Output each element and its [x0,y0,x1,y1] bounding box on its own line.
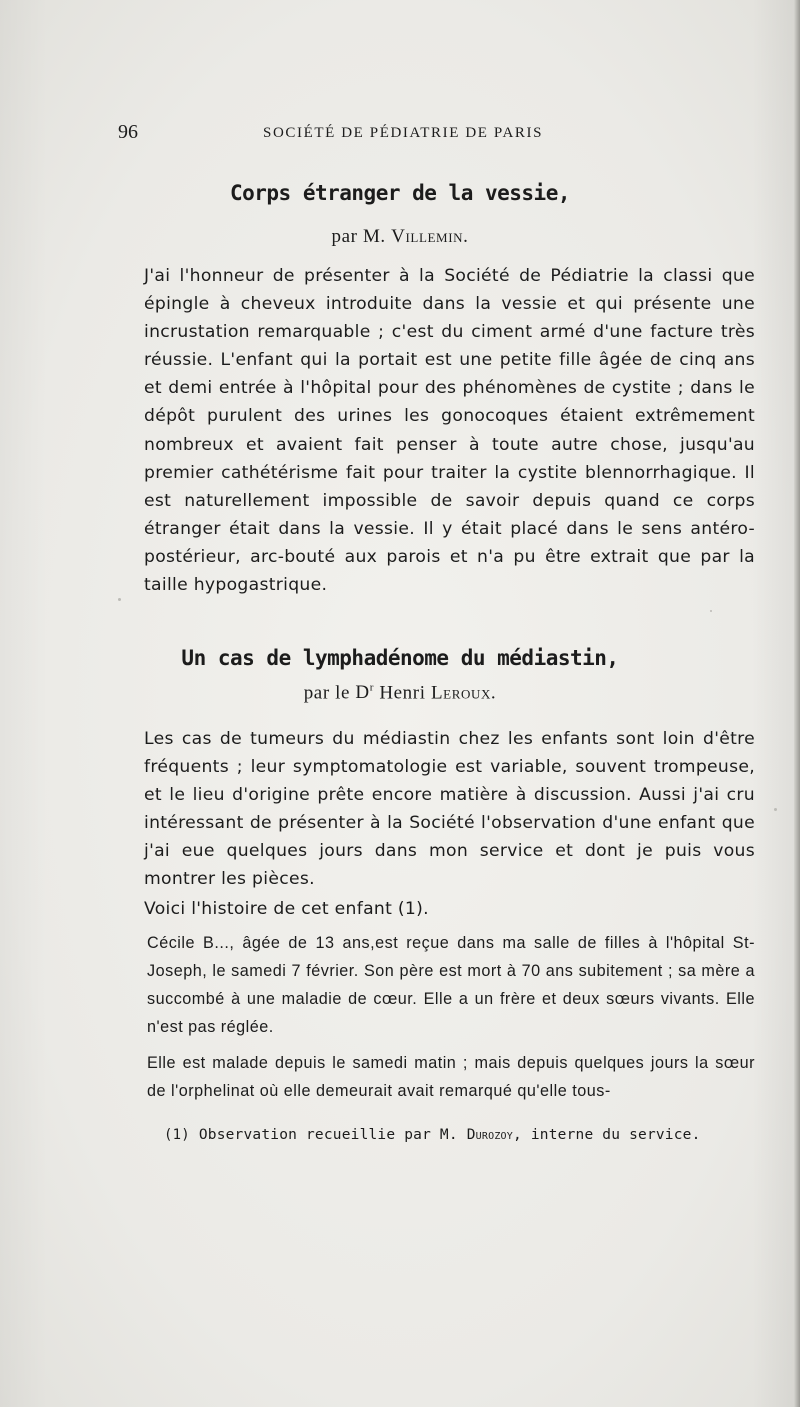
article2-first-name: Henri [379,682,426,704]
article2-title: Un cas de lymphadénome du médiastin, [181,646,619,670]
paper-speck [710,610,712,612]
article2-paragraph-2: Voici l'histoire de cet enfant (1). [144,899,429,919]
footnote-marker: (1) [164,1127,190,1143]
observation-paragraph-2: Elle est malade depuis le samedi matin ; mais depuis quelques jours la sœur de l'orphelinat où elle demeurait avait remarqué qu'elle tous- [147,1054,755,1100]
article2-author: Leroux. [430,682,497,704]
footnote-tail: interne du service. [530,1127,701,1143]
footnote-name: Durozoy, [466,1127,522,1143]
observation-paragraph-1: Cécile B..., âgée de 13 ans,est reçue dans ma salle de filles à l'hôpital St-Joseph, le samedi 7 février. Son père est mort à 70 ans subitement ; sa mère a succombé à une maladie de cœur. Elle a un frère et deux sœurs vivants. Elle n'est pas réglée. [147,934,755,1036]
article1-author: Villemin. [391,226,469,247]
article1-title: Corps étranger de la vessie, [229,181,570,205]
article2-byline-prefix: par le [303,682,351,704]
paper-speck [118,598,121,601]
page-number: 96 [118,121,138,143]
running-head: SOCIÉTÉ DE PÉDIATRIE DE PARIS [263,125,544,141]
footnote [164,1127,701,1143]
article1-body: J'ai l'honneur de présenter à la Société de Pédiatrie la classi que épingle à cheveux introduite dans la vessie et qui présente une incrustation remarquable ; c'est du ciment armé d'une facture très réussie. L'enfant qui la portait est une petite fille âgée de cinq ans et demi entrée à l'hôpital pour des phénomènes de cystite ; dans le dépôt purulent des urines les gonocoques étaient extrêmement nombreux et avaient fait penser à toute autre chose, jusqu'au premier cathétérisme fait pour traiter la cystite blennorrhagique. Il est naturellement impossible de savoir depuis quand ce corps étranger était dans la vessie. Il y était placé dans le sens antéro-postérieur, arc-bouté aux parois et n'a pu être extrait que par la taille hypogastrique. [144,266,755,596]
footnote-text: Observation recueillie par M. [198,1127,458,1143]
paper-speck [774,808,777,811]
doctor-abbr: D [355,682,370,704]
doctor-title [355,682,374,703]
doctor-sup: r [369,682,374,694]
page-header [118,121,758,145]
article2-paragraph-1: Les cas de tumeurs du médiastin chez les enfants sont loin d'être fréquents ; leur symptomatologie est variable, souvent trompeuse, et le lieu d'origine prête encore matière à discussion. Aussi j'ai cru intéressant de présenter à la Société l'observation d'une enfant que j'ai eue quelques jours dans mon service et dont je puis vous montrer les pièces. [144,729,755,890]
article1-byline-prefix: par M. [331,226,386,247]
article2-byline [0,682,800,704]
article1-byline [0,226,800,248]
